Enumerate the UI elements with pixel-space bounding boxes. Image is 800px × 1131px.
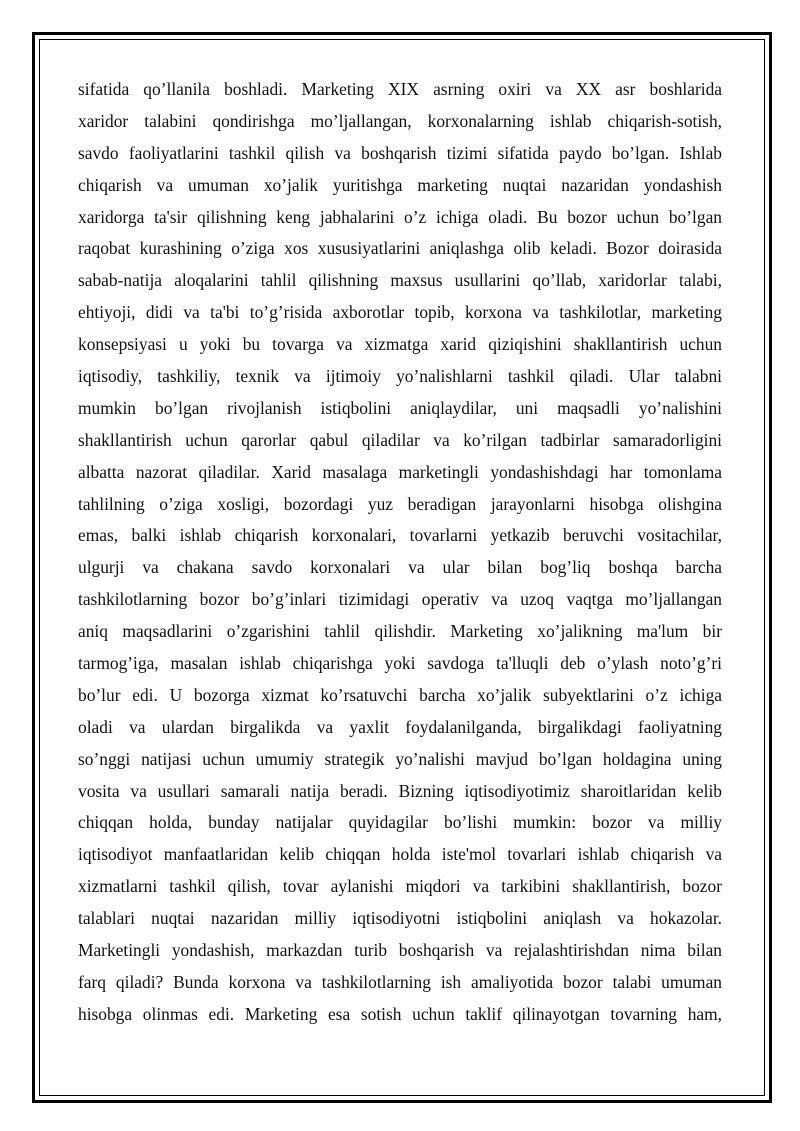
text-line: savdo faoliyatlarini tashkil qilish va boshqarish tizimi sifatida paydo bo’lgan. Ishlab	[78, 142, 722, 163]
text-line: so’nggi natijasi uchun umumiy strategik yo’nalishi mavjud bo’lgan holdagina uning	[78, 748, 722, 769]
text-line: hisobga olinmas edi. Marketing esa sotish uchun taklif qilinayotgan tovarning ham,	[78, 1003, 722, 1024]
text-line: aniq maqsadlarini o’zgarishini tahlil qilishdir. Marketing xo’jalikning ma'lum bir	[78, 621, 722, 642]
text-line: xaridorga ta'sir qilishning keng jabhalarini o’z ichiga oladi. Bu bozor uchun bo’lgan	[78, 206, 722, 227]
text-line: oladi va ulardan birgalikda va yaxlit foydalanilganda, birgalikdagi faoliyatning	[78, 716, 722, 737]
text-line: xizmatlarni tashkil qilish, tovar aylanishi miqdori va tarkibini shakllantirish, bozor	[78, 876, 722, 897]
text-line: chiqqan holda, bunday natijalar quyidagilar bo’lishi mumkin: bozor va milliy	[78, 812, 722, 833]
text-line: tahlilning o’ziga xosligi, bozordagi yuz beradigan jarayonlarni hisobga olishgina	[78, 493, 722, 514]
text-line: iqtisodiy, tashkiliy, texnik va ijtimoiy yo’nalishlarni tashkil qiladi. Ular talabni	[78, 366, 722, 387]
text-line: talablari nuqtai nazaridan milliy iqtisodiyotni istiqbolini aniqlash va hokazolar.	[78, 908, 722, 929]
text-line: konsepsiyasi u yoki bu tovarga va xizmatga xarid qiziqishini shakllantirish uchun	[78, 334, 722, 355]
text-line: sabab-natija aloqalarini tahlil qilishning maxsus usullarini qo’llab, xaridorlar talabi,	[78, 270, 722, 291]
text-line: bo’lur edi. U bozorga xizmat ko’rsatuvchi barcha xo’jalik subyektlarini o’z ichiga	[78, 684, 722, 705]
text-line: farq qiladi? Bunda korxona va tashkilotlarning ish amaliyotida bozor talabi umuman	[78, 971, 722, 992]
text-line: xaridor talabini qondirishga mo’ljallangan, korxonalarning ishlab chiqarish-sotish,	[78, 110, 722, 131]
text-line: Marketingli yondashish, markazdan turib boshqarish va rejalashtirishdan nima bilan	[78, 940, 722, 961]
document-body-text	[78, 74, 722, 1031]
text-line: sifatida qo’llanila boshladi. Marketing XIX asrning oxiri va XX asr boshlarida	[78, 79, 722, 99]
text-line: shakllantirish uchun qarorlar qabul qiladilar va ko’rilgan tadbirlar samaradorligini	[78, 429, 722, 450]
text-line: vosita va usullari samarali natija beradi. Bizning iqtisodiyotimiz sharoitlaridan kelib	[78, 780, 722, 801]
text-line: chiqarish va umuman xo’jalik yuritishga marketing nuqtai nazaridan yondashish	[78, 174, 722, 195]
text-line: tarmog’iga, masalan ishlab chiqarishga yoki savdoga ta'lluqli deb o’ylash noto’g’ri	[78, 653, 722, 674]
text-line: emas, balki ishlab chiqarish korxonalari, tovarlarni yetkazib beruvchi vositachilar,	[78, 525, 722, 546]
text-line: ulgurji va chakana savdo korxonalari va ular bilan bog’liq boshqa barcha	[78, 557, 722, 578]
text-line: mumkin bo’lgan rivojlanish istiqbolini aniqlaydilar, uni maqsadli yo’nalishini	[78, 397, 722, 418]
text-line: ehtiyoji, didi va ta'bi to’g’risida axborotlar topib, korxona va tashkilotlar, marketing	[78, 302, 722, 323]
text-line: raqobat kurashining o’ziga xos xususiyatlarini aniqlashga olib keladi. Bozor doirasida	[78, 238, 722, 259]
text-line: albatta nazorat qiladilar. Xarid masalaga marketingli yondashishdagi har tomonlama	[78, 461, 722, 482]
text-line: iqtisodiyot manfaatlaridan kelib chiqqan holda iste'mol tovarlari ishlab chiqarish va	[78, 844, 722, 865]
text-line: tashkilotlarning bozor bo’g’inlari tizimidagi operativ va uzoq vaqtga mo’ljallangan	[78, 589, 722, 610]
